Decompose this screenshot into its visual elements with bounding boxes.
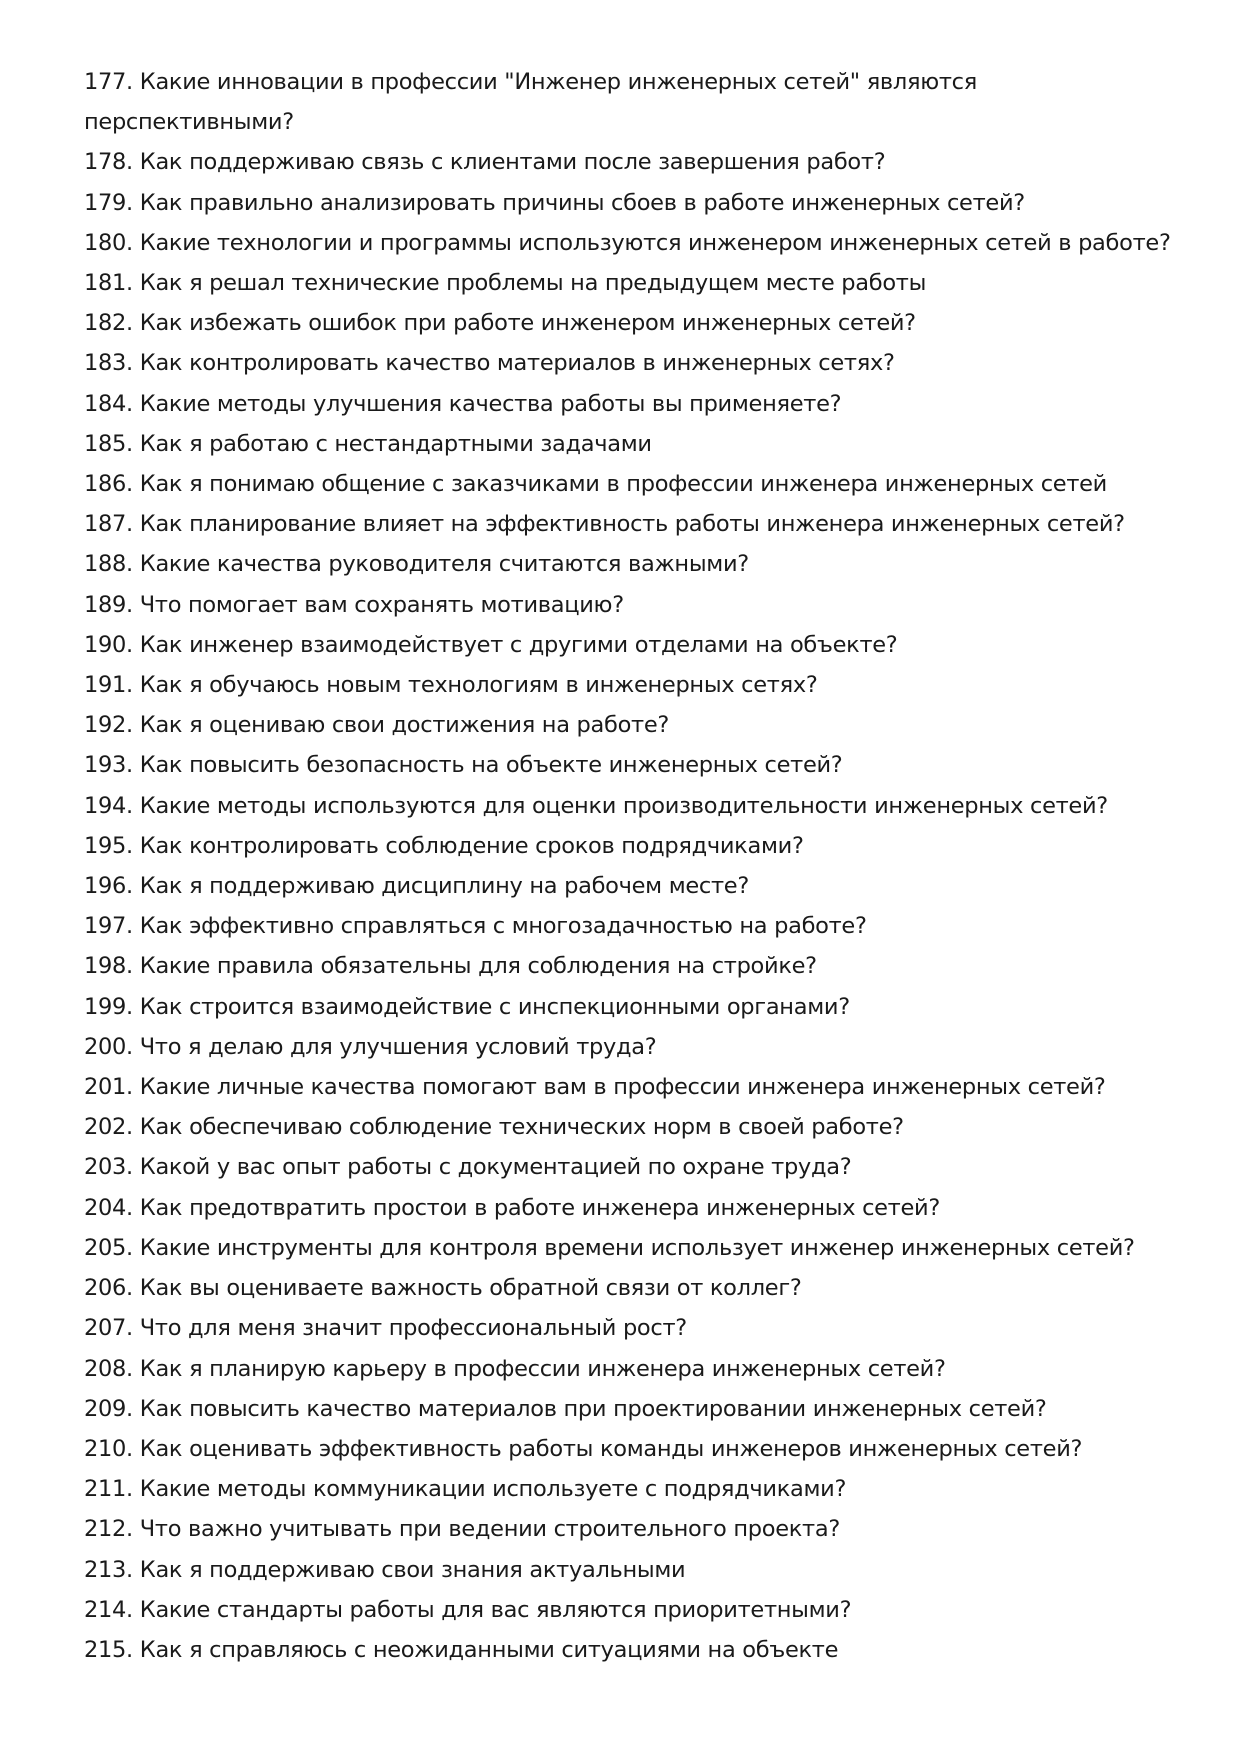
- question-item: [84, 826, 1204, 866]
- question-text: Как оценивать эффективность работы команды инженеров инженерных сетей?: [139, 1435, 1083, 1462]
- question-number: 199.: [84, 993, 133, 1020]
- question-text: Какие стандарты работы для вас являются приоритетными?: [139, 1596, 852, 1623]
- question-item: [84, 343, 1204, 383]
- question-number: 211.: [84, 1476, 133, 1503]
- question-text: Как я поддерживаю свои знания актуальными: [139, 1556, 686, 1583]
- question-text: Как я работаю с нестандартными задачами: [139, 430, 652, 457]
- question-item: [84, 183, 1204, 223]
- question-item: [84, 464, 1204, 504]
- question-item: [84, 906, 1204, 946]
- question-item: [84, 62, 1004, 142]
- question-text: Какие технологии и программы используются инженером инженерных сетей в работе?: [139, 229, 1171, 256]
- question-number: 191.: [84, 672, 133, 699]
- question-number: 210.: [84, 1435, 133, 1462]
- question-item: [84, 1067, 1204, 1107]
- question-text: Как я оцениваю свои достижения на работе?: [139, 712, 670, 739]
- question-number: 212.: [84, 1516, 133, 1543]
- question-item: [84, 142, 1204, 182]
- question-text: Какой у вас опыт работы с документацией по охране труда?: [139, 1154, 852, 1181]
- question-text: Как обеспечиваю соблюдение технических норм в своей работе?: [139, 1114, 904, 1141]
- question-item: [84, 946, 1204, 986]
- question-item: [84, 1027, 1204, 1067]
- question-number: 204.: [84, 1194, 133, 1221]
- question-text: Что для меня значит профессиональный рост?: [139, 1315, 687, 1342]
- question-number: 193.: [84, 752, 133, 779]
- question-text: Как поддерживаю связь с клиентами после завершения работ?: [139, 149, 886, 176]
- question-item: [84, 1268, 1204, 1308]
- question-number: 178.: [84, 149, 133, 176]
- question-number: 203.: [84, 1154, 133, 1181]
- question-text: Как инженер взаимодействует с другими отделами на объекте?: [139, 631, 898, 658]
- question-item: [84, 384, 1204, 424]
- question-item: [84, 303, 1204, 343]
- question-number: 179.: [84, 189, 133, 216]
- question-item: [84, 424, 1204, 464]
- question-text: Какие правила обязательны для соблюдения на стройке?: [139, 953, 817, 980]
- question-item: [84, 544, 1204, 584]
- question-item: [84, 866, 1204, 906]
- question-text: Какие инновации в профессии "Инженер инженерных сетей" являются перспективными?: [84, 69, 977, 136]
- question-number: 184.: [84, 390, 133, 417]
- question-text: Какие инструменты для контроля времени использует инженер инженерных сетей?: [139, 1234, 1135, 1261]
- question-number: 190.: [84, 631, 133, 658]
- question-number: 201.: [84, 1074, 133, 1101]
- question-number: 182.: [84, 310, 133, 337]
- question-item: [84, 1349, 1204, 1389]
- question-number: 196.: [84, 873, 133, 900]
- question-number: 185.: [84, 430, 133, 457]
- question-text: Какие методы улучшения качества работы вы применяете?: [139, 390, 842, 417]
- question-number: 197.: [84, 913, 133, 940]
- question-number: 205.: [84, 1234, 133, 1261]
- question-text: Как повысить безопасность на объекте инженерных сетей?: [139, 752, 843, 779]
- question-number: 183.: [84, 350, 133, 377]
- question-number: 186.: [84, 471, 133, 498]
- question-item: [84, 1188, 1204, 1228]
- question-item: [84, 745, 1204, 785]
- question-text: Как правильно анализировать причины сбоев в работе инженерных сетей?: [139, 189, 1025, 216]
- question-number: 180.: [84, 229, 133, 256]
- question-number: 206.: [84, 1275, 133, 1302]
- question-item: [84, 223, 1204, 263]
- question-number: 198.: [84, 953, 133, 980]
- question-item: [84, 705, 1204, 745]
- question-text: Что помогает вам сохранять мотивацию?: [139, 591, 624, 618]
- question-number: 215.: [84, 1636, 133, 1663]
- question-text: Что я делаю для улучшения условий труда?: [139, 1033, 657, 1060]
- question-number: 181.: [84, 270, 133, 297]
- question-text: Как планирование влияет на эффективность работы инженера инженерных сетей?: [139, 511, 1125, 538]
- question-text: Какие методы используются для оценки производительности инженерных сетей?: [139, 792, 1108, 819]
- question-text: Какие методы коммуникации используете с подрядчиками?: [139, 1476, 847, 1503]
- question-number: 213.: [84, 1556, 133, 1583]
- question-text: Как я планирую карьеру в профессии инженера инженерных сетей?: [139, 1355, 946, 1382]
- question-item: [84, 263, 1204, 303]
- question-number: 200.: [84, 1033, 133, 1060]
- question-item: [84, 1429, 1204, 1469]
- question-number: 188.: [84, 551, 133, 578]
- question-text: Как я обучаюсь новым технологиям в инженерных сетях?: [139, 672, 818, 699]
- question-item: [84, 585, 1204, 625]
- question-text: Как эффективно справляться с многозадачностью на работе?: [139, 913, 867, 940]
- question-item: [84, 1590, 1204, 1630]
- question-number: 207.: [84, 1315, 133, 1342]
- question-item: [84, 786, 1204, 826]
- question-item: [84, 665, 1204, 705]
- question-item: [84, 1389, 1204, 1429]
- question-number: 192.: [84, 712, 133, 739]
- question-item: [84, 625, 1204, 665]
- question-text: Как я понимаю общение с заказчиками в профессии инженера инженерных сетей: [139, 471, 1108, 498]
- question-text: Как контролировать соблюдение сроков подрядчиками?: [139, 832, 804, 859]
- question-number: 189.: [84, 591, 133, 618]
- question-text: Что важно учитывать при ведении строительного проекта?: [139, 1516, 840, 1543]
- question-number: 214.: [84, 1596, 133, 1623]
- question-text: Какие качества руководителя считаются важными?: [139, 551, 749, 578]
- question-text: Как контролировать качество материалов в инженерных сетях?: [139, 350, 895, 377]
- question-item: [84, 1107, 1204, 1147]
- question-number: 177.: [84, 69, 133, 95]
- question-item: [84, 1550, 1204, 1590]
- question-number: 194.: [84, 792, 133, 819]
- question-item: [84, 504, 1204, 544]
- question-item: [84, 1228, 1204, 1268]
- question-text: Как я справляюсь с неожиданными ситуациями на объекте: [139, 1636, 839, 1663]
- question-number: 187.: [84, 511, 133, 538]
- question-number: 202.: [84, 1114, 133, 1141]
- question-text: Как я поддерживаю дисциплину на рабочем месте?: [139, 873, 749, 900]
- question-item: [84, 1630, 1204, 1670]
- question-item: [84, 987, 1204, 1027]
- question-item: [84, 1308, 1204, 1348]
- question-item: [84, 1509, 1204, 1549]
- question-text: Как предотвратить простои в работе инженера инженерных сетей?: [139, 1194, 940, 1221]
- question-text: Как избежать ошибок при работе инженером инженерных сетей?: [139, 310, 916, 337]
- question-item: [84, 1147, 1204, 1187]
- question-number: 195.: [84, 832, 133, 859]
- question-number: 208.: [84, 1355, 133, 1382]
- question-text: Какие личные качества помогают вам в профессии инженера инженерных сетей?: [139, 1074, 1106, 1101]
- question-text: Как вы оцениваете важность обратной связи от коллег?: [139, 1275, 802, 1302]
- question-text: Как я решал технические проблемы на предыдущем месте работы: [139, 270, 927, 297]
- question-item: [84, 1469, 1204, 1509]
- question-list: [84, 62, 1204, 1670]
- question-number: 209.: [84, 1395, 133, 1422]
- question-text: Как строится взаимодействие с инспекционными органами?: [139, 993, 850, 1020]
- question-text: Как повысить качество материалов при проектировании инженерных сетей?: [139, 1395, 1047, 1422]
